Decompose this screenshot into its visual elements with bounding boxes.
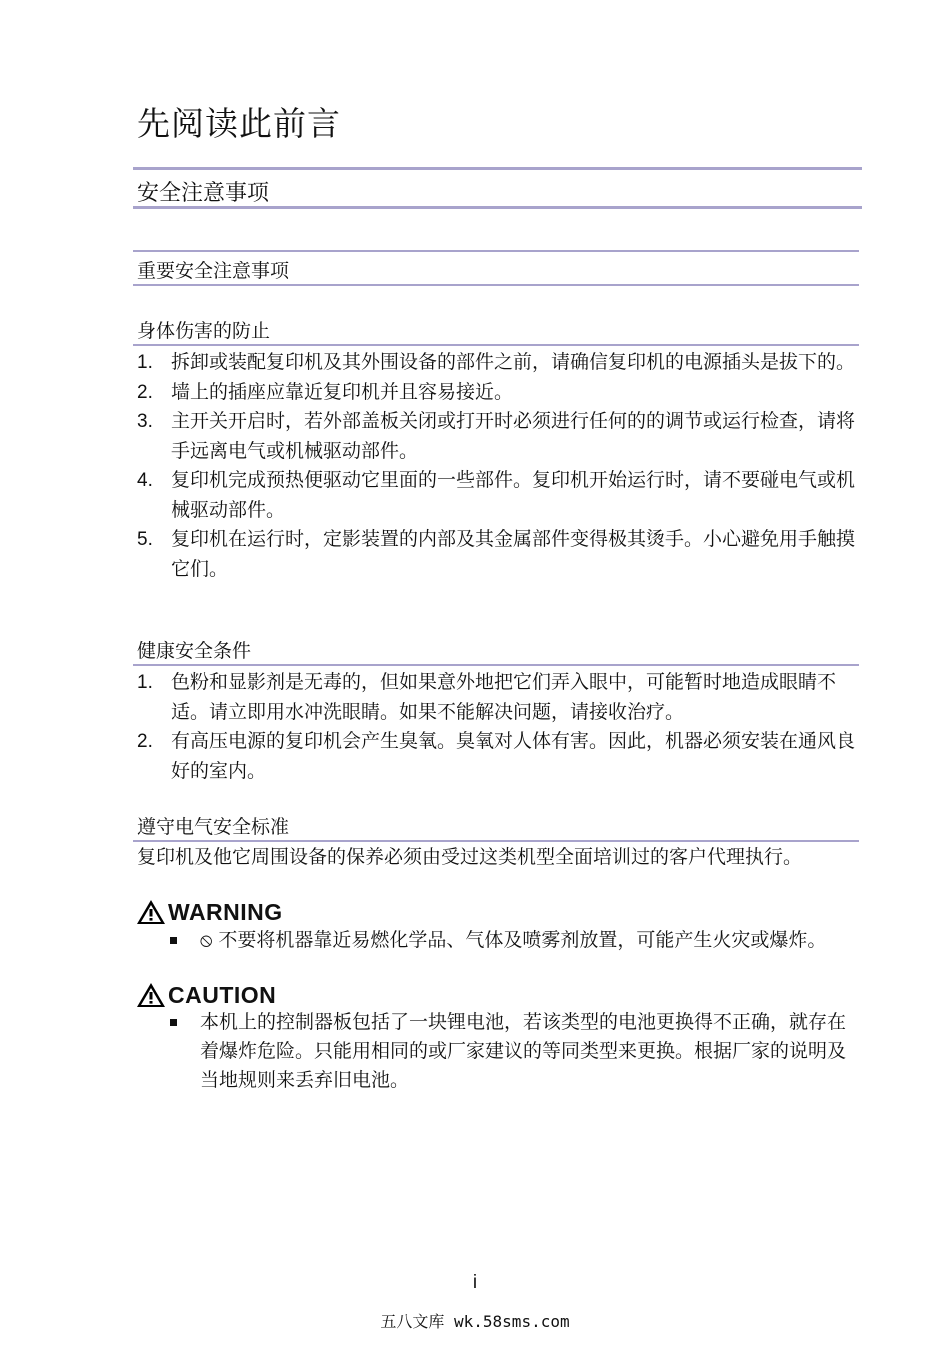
electrical-heading: 遵守电气安全标准 bbox=[137, 816, 290, 838]
electrical-paragraph: 复印机及他它周围设备的保养必须由受过这类机型全面培训过的客户代理执行。 bbox=[137, 846, 803, 868]
health-heading-rule bbox=[133, 664, 859, 666]
subsection-rule-bottom bbox=[133, 284, 859, 286]
list-item: 2. 墙上的插座应靠近复印机并且容易接近。 bbox=[137, 380, 514, 403]
bullet-icon bbox=[170, 937, 177, 944]
warning-label: WARNING bbox=[168, 899, 283, 925]
injury-heading: 身体伤害的防止 bbox=[137, 320, 271, 342]
warning-badge bbox=[136, 899, 283, 925]
health-heading: 健康安全条件 bbox=[137, 640, 252, 662]
electrical-heading-rule bbox=[133, 840, 859, 842]
caution-badge bbox=[136, 982, 276, 1008]
section-rule-top bbox=[133, 167, 862, 170]
list-item: 本机上的控制器板包括了一块锂电池，若该类型的电池更换得不正确，就存在着爆炸危险。只能用相同的或厂家建议的等同类型来更换。根据厂家的说明及当地规则来丢弃旧电池。 bbox=[170, 1008, 860, 1095]
list-item: ⦸ 不要将机器靠近易燃化学品、气体及喷雾剂放置，可能产生火灾或爆炸。 bbox=[170, 926, 860, 955]
list-item: 1. 拆卸或装配复印机及其外围设备的部件之前，请确信复印机的电源插头是拔下的。 bbox=[137, 351, 856, 373]
list-item: 1. 色粉和显影剂是无毒的，但如果意外地把它们弄入眼中，可能暂时地造成眼睛不适。请立即用水冲洗眼睛。如果不能解决问题，请接收治疗。 bbox=[137, 671, 837, 723]
injury-heading-rule bbox=[133, 344, 859, 346]
health-list bbox=[137, 668, 862, 786]
bullet-icon bbox=[170, 1019, 177, 1026]
list-item: 2. 有高压电源的复印机会产生臭氧。臭氧对人体有害。因此，机器必须安装在通风良好的室内。 bbox=[137, 730, 856, 782]
page-number: i bbox=[472, 1272, 478, 1293]
caution-label: CAUTION bbox=[168, 982, 277, 1008]
section-title: 安全注意事项 bbox=[137, 181, 270, 206]
subsection-title: 重要安全注意事项 bbox=[137, 260, 290, 282]
caution-triangle-icon bbox=[136, 982, 166, 1008]
warning-list bbox=[170, 926, 860, 955]
section-rule-bottom bbox=[133, 206, 862, 209]
list-item: 5. 复印机在运行时，定影装置的内部及其金属部件变得极其烫手。小心避免用手触摸它们。 bbox=[137, 528, 856, 580]
caution-list bbox=[170, 1008, 860, 1095]
page-title: 先阅读此前言 bbox=[137, 104, 341, 143]
footer-watermark: 五八文库 wk.58sms.com bbox=[380, 1312, 570, 1331]
injury-list bbox=[137, 348, 862, 584]
list-item: 4. 复印机完成预热便驱动它里面的一些部件。复印机开始运行时，请不要碰电气或机械驱动部件。 bbox=[137, 469, 856, 521]
subsection-rule-top bbox=[133, 250, 859, 252]
warning-triangle-icon bbox=[136, 899, 166, 925]
list-item: 3. 主开关开启时，若外部盖板关闭或打开时必须进行任何的的调节或运行检查，请将手远离电气或机械驱动部件。 bbox=[137, 410, 856, 462]
